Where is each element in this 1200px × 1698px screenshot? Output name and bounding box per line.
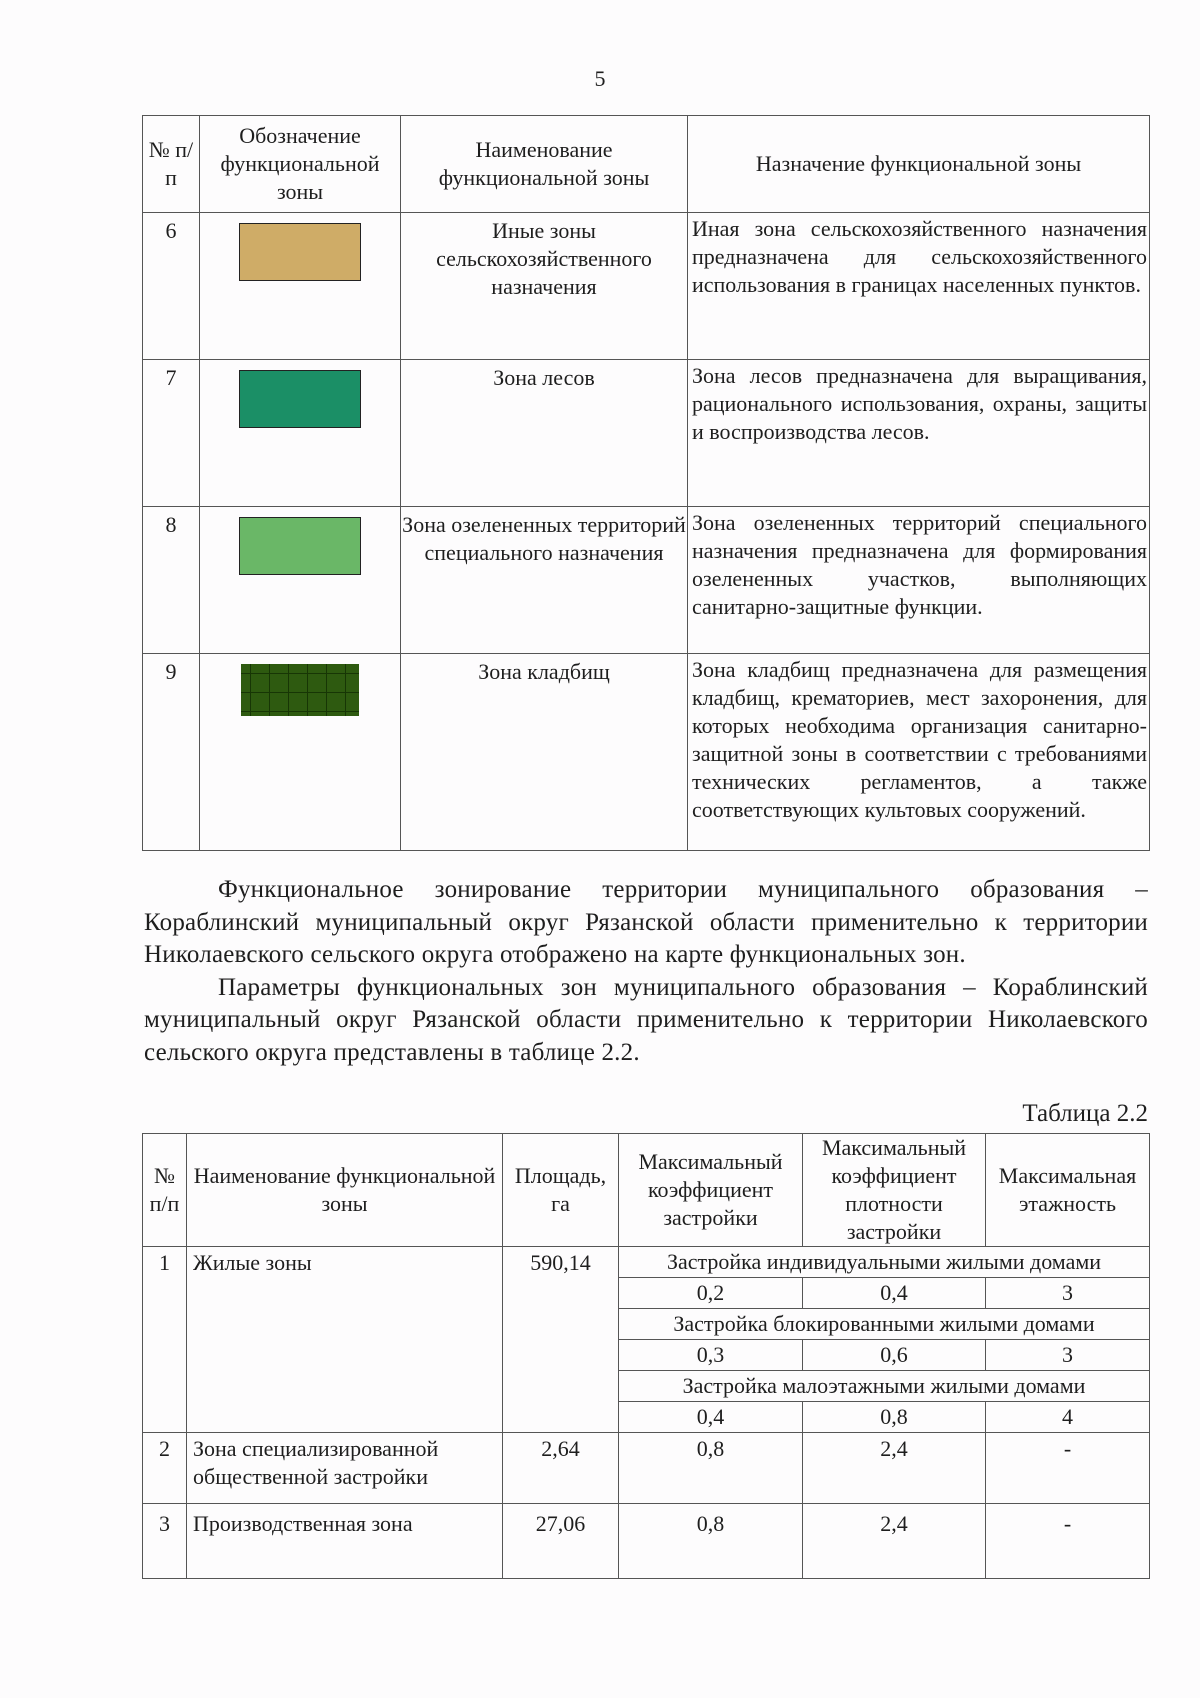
subtype-label: Застройка блокированными жилыми домами bbox=[619, 1309, 1150, 1340]
zone-area: 2,64 bbox=[503, 1433, 619, 1504]
header-name: Наименование функциональной зоны bbox=[187, 1134, 503, 1247]
zone-name: Иные зоны сельскохозяйственного назначения bbox=[401, 213, 688, 360]
header-purpose: Назначение функциональной зоны bbox=[688, 116, 1150, 213]
row-num: 9 bbox=[143, 654, 200, 851]
density-value: 0,8 bbox=[803, 1402, 986, 1433]
floors-value: 4 bbox=[986, 1402, 1150, 1433]
zone-purpose: Зона озелененных территорий специального назначения предназначена для формирования озелененных участков, выполняющих санитарно-защитные функции. bbox=[688, 507, 1150, 654]
zone-area: 27,06 bbox=[503, 1504, 619, 1579]
table-row bbox=[143, 507, 1150, 654]
zone-name: Зона специализированной общественной застройки bbox=[187, 1433, 503, 1504]
table-caption: Таблица 2.2 bbox=[1022, 1100, 1148, 1127]
subtype-label: Застройка индивидуальными жилыми домами bbox=[619, 1247, 1150, 1278]
table-row bbox=[143, 360, 1150, 507]
density-value: 0,6 bbox=[803, 1340, 986, 1371]
table-row bbox=[143, 1504, 1150, 1579]
paragraph: Параметры функциональных зон муниципального образования – Кораблинский муниципальный округ Рязанской области применительно к территории Николаевского сельского округа представлены в таблице 2.2. bbox=[144, 973, 1148, 1066]
header-max-floors: Максимальная этажность bbox=[986, 1134, 1150, 1247]
table-row bbox=[143, 1247, 1150, 1278]
row-num: 8 bbox=[143, 507, 200, 654]
paragraph: Функциональное зонирование территории муниципального образования – Кораблинский муниципальный округ Рязанской области применительно к территории Николаевского сельского округа отображено на карте функциональных зон. bbox=[144, 876, 1148, 968]
table-row bbox=[143, 654, 1150, 851]
cemetery-zone-swatch bbox=[241, 664, 359, 716]
zone-symbol-cell bbox=[200, 654, 401, 851]
zone-name: Зона кладбищ bbox=[401, 654, 688, 851]
page-number: 5 bbox=[594, 66, 606, 91]
row-num: 1 bbox=[143, 1247, 187, 1433]
density-value: 0,4 bbox=[803, 1278, 986, 1309]
row-num: 7 bbox=[143, 360, 200, 507]
zone-purpose: Иная зона сельскохозяйственного назначения предназначена для сельскохозяйственного использования в границах населенных пунктов. bbox=[688, 213, 1150, 360]
row-num: 3 bbox=[143, 1504, 187, 1579]
table-header-row bbox=[143, 116, 1150, 213]
floors-value: 3 bbox=[986, 1340, 1150, 1371]
density-value: 2,4 bbox=[803, 1504, 986, 1579]
agricultural-zone-swatch bbox=[239, 223, 361, 281]
zone-name: Жилые зоны bbox=[187, 1247, 503, 1433]
header-num: № п/п bbox=[143, 116, 200, 213]
body-text bbox=[144, 874, 1148, 1069]
forest-zone-swatch bbox=[239, 370, 361, 428]
row-num: 2 bbox=[143, 1433, 187, 1504]
header-symbol: Обозначение функциональной зоны bbox=[200, 116, 401, 213]
density-value: 2,4 bbox=[803, 1433, 986, 1504]
zone-name: Зона озелененных территорий специального назначения bbox=[401, 507, 688, 654]
zone-purpose: Зона лесов предназначена для выращивания, рационального использования, охраны, защиты и воспроизводства лесов. bbox=[688, 360, 1150, 507]
header-num: № п/п bbox=[143, 1134, 187, 1247]
floors-value: - bbox=[986, 1504, 1150, 1579]
zone-name: Зона лесов bbox=[401, 360, 688, 507]
functional-zones-table bbox=[142, 115, 1150, 851]
green-zone-swatch bbox=[239, 517, 361, 575]
table-header-row bbox=[143, 1134, 1150, 1247]
zone-parameters-table bbox=[142, 1133, 1150, 1579]
header-max-density: Максимальный коэффициент плотности застройки bbox=[803, 1134, 986, 1247]
table-row bbox=[143, 213, 1150, 360]
coverage-value: 0,2 bbox=[619, 1278, 803, 1309]
subtype-label: Застройка малоэтажными жилыми домами bbox=[619, 1371, 1150, 1402]
header-area: Площадь, га bbox=[503, 1134, 619, 1247]
coverage-value: 0,3 bbox=[619, 1340, 803, 1371]
zone-area: 590,14 bbox=[503, 1247, 619, 1433]
table-row bbox=[143, 1433, 1150, 1504]
coverage-value: 0,8 bbox=[619, 1433, 803, 1504]
zone-symbol-cell bbox=[200, 507, 401, 654]
zone-symbol-cell bbox=[200, 213, 401, 360]
floors-value: 3 bbox=[986, 1278, 1150, 1309]
zone-symbol-cell bbox=[200, 360, 401, 507]
header-max-coverage: Максимальный коэффициент застройки bbox=[619, 1134, 803, 1247]
row-num: 6 bbox=[143, 213, 200, 360]
zone-purpose: Зона кладбищ предназначена для размещения кладбищ, крематориев, мест захоронения, для которых необходима организация санитарно-защитной зоны в соответствии с требованиями технических регламентов, а также соответствующих культовых сооружений. bbox=[688, 654, 1150, 851]
coverage-value: 0,8 bbox=[619, 1504, 803, 1579]
floors-value: - bbox=[986, 1433, 1150, 1504]
zone-name: Производственная зона bbox=[187, 1504, 503, 1579]
coverage-value: 0,4 bbox=[619, 1402, 803, 1433]
header-name: Наименование функциональной зоны bbox=[401, 116, 688, 213]
